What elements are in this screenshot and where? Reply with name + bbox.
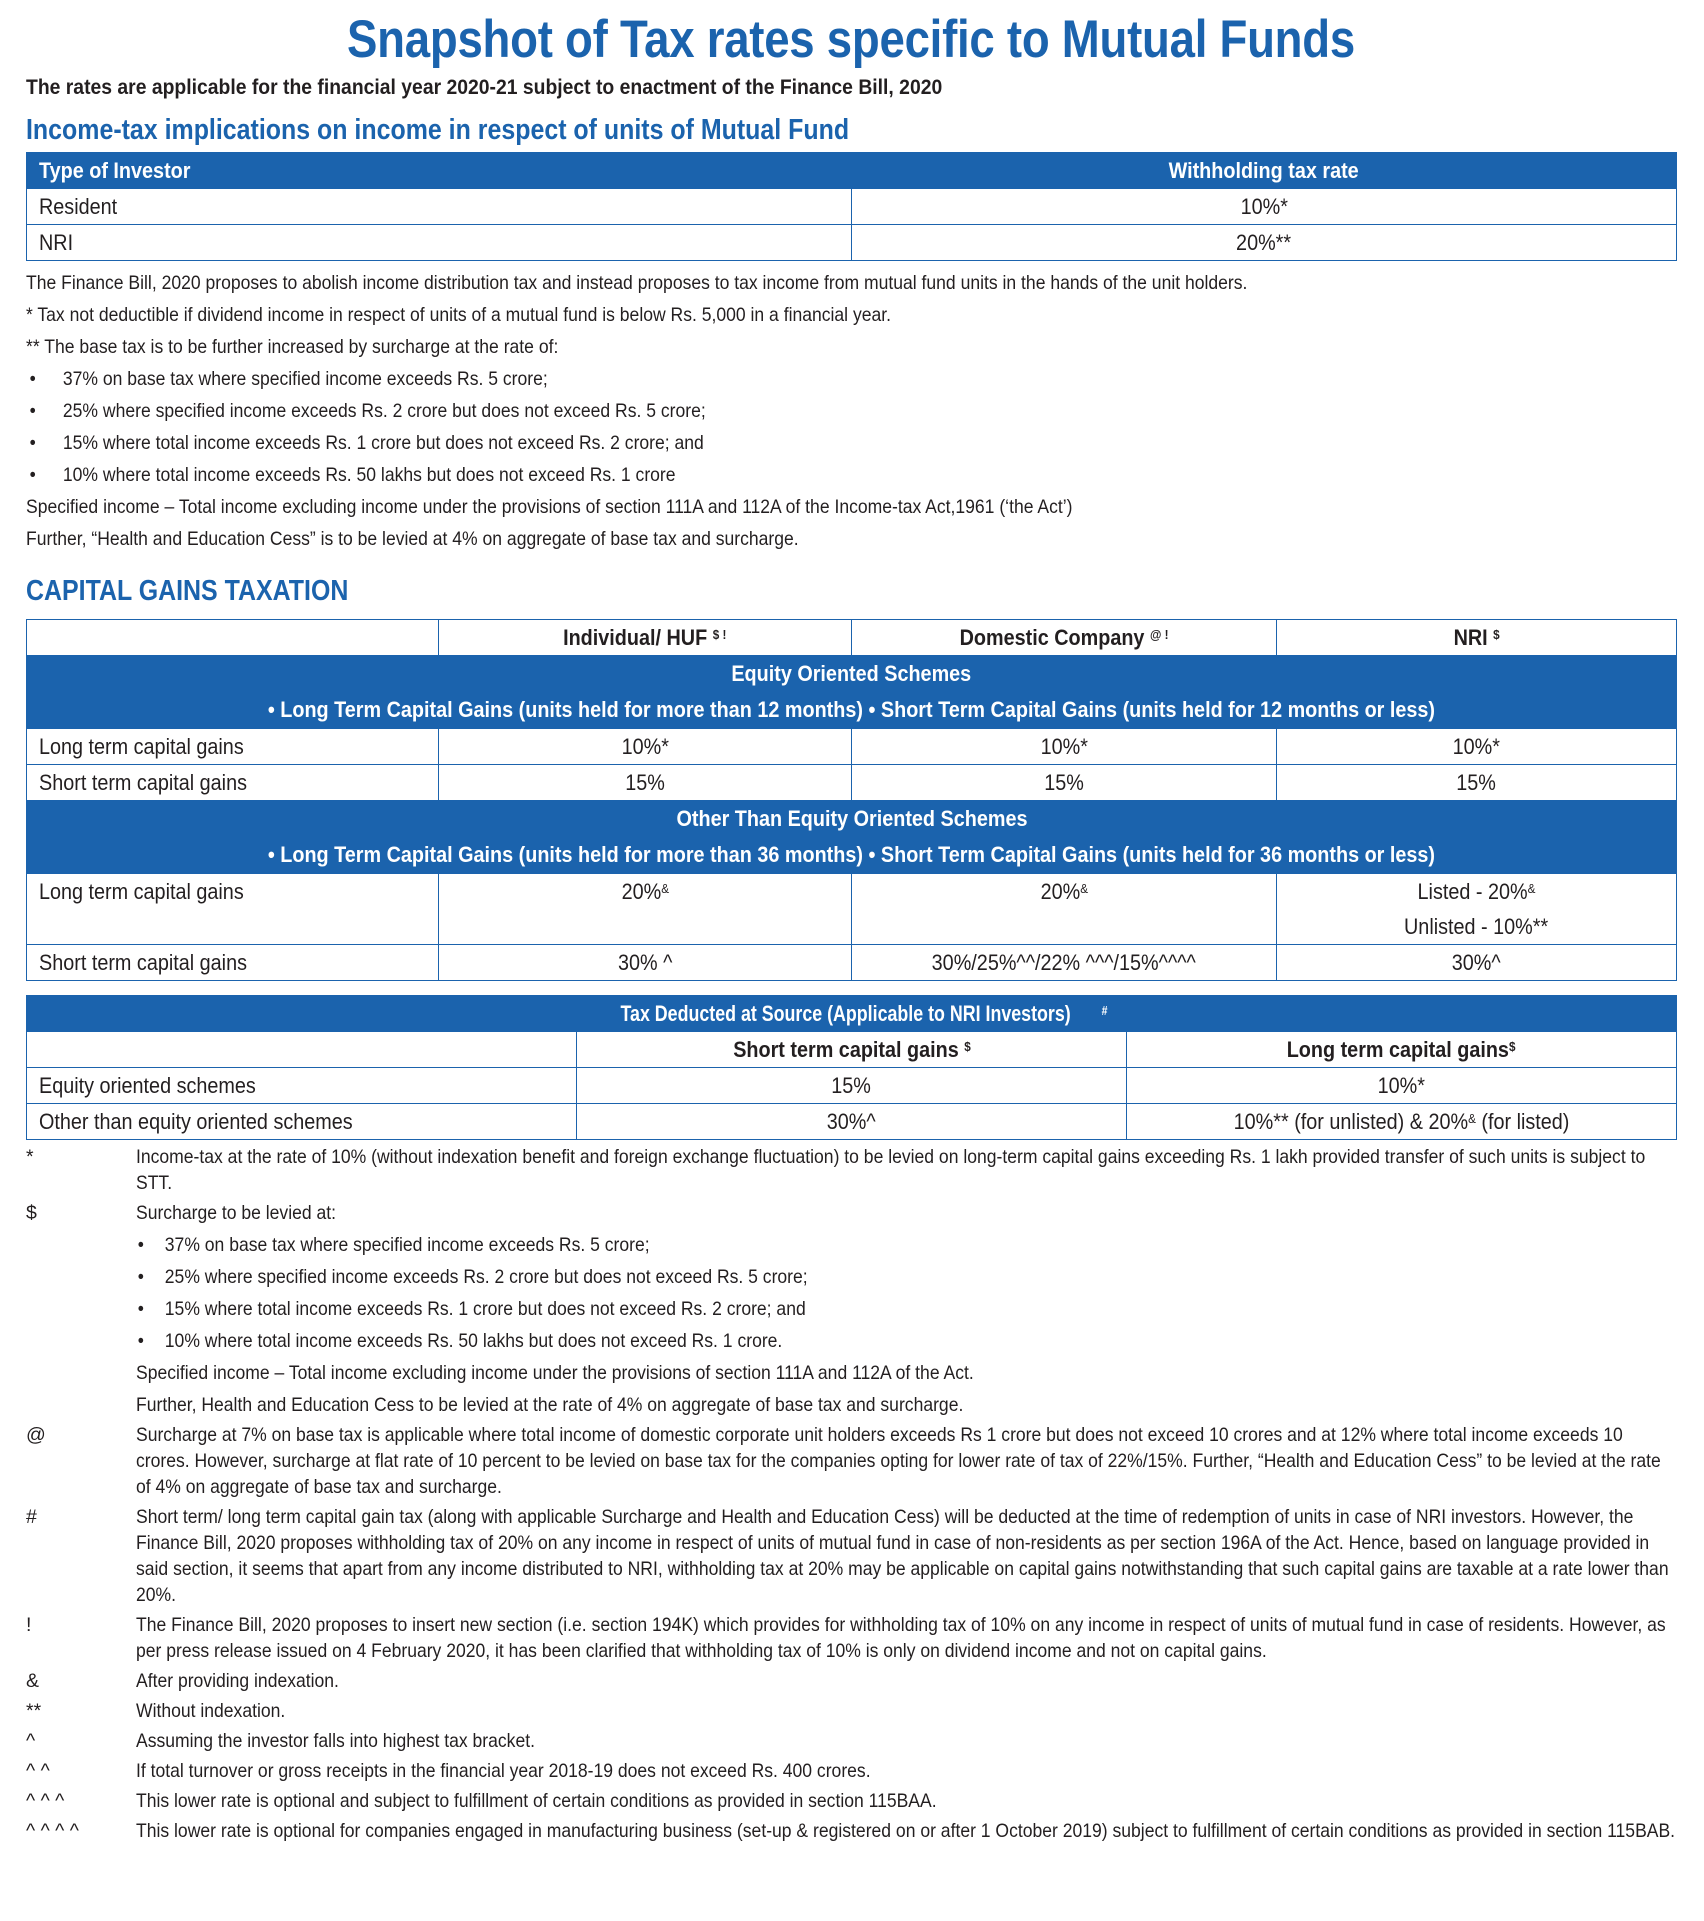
income-notes xyxy=(26,267,1676,555)
footnote xyxy=(26,1818,1676,1844)
footnote-text: Surcharge at 7% on base tax is applicable where total income of domestic corporate unit holders exceeds Rs 1 crore but does not exceed 10 crores and at 12% where total income exceeds 10 crores. However, surcharge at flat rate of 10 percent to be levied on base tax for the companies opting for lower rate of tax of 22%/15%. Further, “Health and Education Cess” to be levied at the rate of 4% on aggregate of base tax and surcharge. xyxy=(136,1424,1661,1498)
column-header-nri: NRI $ xyxy=(1277,620,1677,656)
table-row xyxy=(27,729,1677,765)
footnote xyxy=(26,1668,1676,1694)
column-header-individual: Individual/ HUF $ ! xyxy=(439,620,852,656)
capital-gains-heading: CAPITAL GAINS TAXATION xyxy=(26,575,349,607)
rate-cell: 15% xyxy=(1277,765,1677,801)
note-line: Further, “Health and Education Cess” is to be levied at 4% on aggregate of base tax and surcharge. xyxy=(26,528,799,550)
footnote-symbol: & xyxy=(26,1670,40,1692)
rate-cell: 10%* xyxy=(852,729,1277,765)
footnote-symbol: @ xyxy=(26,1424,46,1446)
bullet-item: • 10% where total income exceeds Rs. 50 lakhs but does not exceed Rs. 1 crore xyxy=(29,464,676,486)
equity-band-title: Equity Oriented Schemes xyxy=(27,656,1677,693)
footnote xyxy=(26,1758,1676,1784)
column-header-investor: Type of Investor xyxy=(27,153,852,189)
investor-type: NRI xyxy=(27,225,852,261)
rate-cell: 10%* xyxy=(1127,1068,1677,1104)
footnote-text: This lower rate is optional and subject to fulfillment of certain conditions as provided in section 115BAA. xyxy=(136,1790,937,1812)
row-label: Short term capital gains xyxy=(27,945,439,981)
rate-cell: 15% xyxy=(852,765,1277,801)
footnote-text: Income-tax at the rate of 10% (without indexation benefit and foreign exchange fluctuation) to be levied on long-term capital gains exceeding Rs. 1 lakh provided transfer of such units is subject to STT. xyxy=(136,1146,1646,1194)
footnote-symbol: ** xyxy=(26,1700,42,1722)
footnote xyxy=(26,1612,1676,1664)
footnote xyxy=(26,1504,1676,1608)
footnote-symbol: ^ ^ ^ xyxy=(26,1790,65,1812)
page-subtitle: The rates are applicable for the financial year 2020-21 subject to enactment of the Finance Bill, 2020 xyxy=(26,75,943,99)
table-row xyxy=(27,1068,1677,1104)
tds-title: Tax Deducted at Source (Applicable to NRI Investors) # xyxy=(27,996,1677,1032)
bullet-item: • 25% where specified income exceeds Rs. 2 crore but does not exceed Rs. 5 crore; xyxy=(137,1266,808,1288)
rate-cell: 30%/25%^^/22% ^^^/15%^^^^ xyxy=(852,945,1277,981)
rate-cell: 30%^ xyxy=(1277,945,1677,981)
footnote-text: The Finance Bill, 2020 proposes to insert new section (i.e. section 194K) which provides for withholding tax of 10% on any income in respect of units of mutual fund in case of residents. However, as per press release issued on 4 February 2020, it has been clarified that withholding tax of 10% is only on dividend income and not on capital gains. xyxy=(136,1614,1666,1662)
bullet-item: • 15% where total income exceeds Rs. 1 crore but does not exceed Rs. 2 crore; and xyxy=(137,1298,806,1320)
footnote xyxy=(26,1698,1676,1724)
page xyxy=(26,0,1676,1848)
capital-gains-table xyxy=(26,619,1677,981)
withholding-rate: 20%** xyxy=(852,225,1677,261)
empty-header-cell xyxy=(27,620,439,656)
rate-cell: 15% xyxy=(577,1068,1127,1104)
note-line: Further, Health and Education Cess to be levied at the rate of 4% on aggregate of base tax and surcharge. xyxy=(136,1394,964,1416)
footnote-symbol: # xyxy=(26,1506,37,1528)
tds-table xyxy=(26,995,1677,1140)
bullet-item: • 25% where specified income exceeds Rs. 2 crore but does not exceed Rs. 5 crore; xyxy=(29,400,706,422)
footnote-text: Without indexation. xyxy=(136,1700,286,1722)
footnote-text: Short term/ long term capital gain tax (along with applicable Surcharge and Health and Education Cess) will be deducted at the time of redemption of units in case of NRI investors. However, the Finance Bill, 2020 proposes withholding tax of 20% on any income in respect of units of mutual fund in case of non-residents as per section 196A of the Act. Hence, based on language provided in said section, it seems that apart from any income distributed to NRI, withholding tax at 20% may be applicable on capital gains notwithstanding that such capital gains are taxable at a rate lower than 20%. xyxy=(136,1506,1669,1606)
note-line: ** The base tax is to be further increased by surcharge at the rate of: xyxy=(26,336,559,358)
table-row xyxy=(27,225,1677,261)
income-section-heading: Income-tax implications on income in respect of units of Mutual Fund xyxy=(26,114,850,146)
footnote-symbol: * xyxy=(26,1146,34,1168)
footnote-symbol: ! xyxy=(26,1614,32,1636)
row-label: Short term capital gains xyxy=(27,765,439,801)
rate-cell: 20%& xyxy=(439,874,852,945)
footnote xyxy=(26,1728,1676,1754)
table-header-row xyxy=(27,620,1677,656)
row-label: Other than equity oriented schemes xyxy=(27,1104,577,1140)
table-row xyxy=(27,874,1677,945)
rate-cell: 10%* xyxy=(1277,729,1677,765)
row-label: Long term capital gains xyxy=(27,874,439,945)
bullet-item: • 10% where total income exceeds Rs. 50 lakhs but does not exceed Rs. 1 crore. xyxy=(137,1330,783,1352)
rate-cell: 30%^ xyxy=(577,1104,1127,1140)
table-row xyxy=(27,189,1677,225)
tds-title-row xyxy=(27,996,1677,1032)
page-title: Snapshot of Tax rates specific to Mutual Funds xyxy=(347,10,1355,69)
equity-band-subtitle: • Long Term Capital Gains (units held for more than 12 months) • Short Term Capital Gains (units held for 12 months or less) xyxy=(27,692,1677,729)
column-header-domestic-company: Domestic Company @ ! xyxy=(852,620,1277,656)
column-header-short-term: Short term capital gains $ xyxy=(577,1032,1127,1068)
row-label: Equity oriented schemes xyxy=(27,1068,577,1104)
withholding-rate: 10%* xyxy=(852,189,1677,225)
table-row xyxy=(27,945,1677,981)
bullet-item: • 37% on base tax where specified income exceeds Rs. 5 crore; xyxy=(137,1234,650,1256)
rate-cell: 30% ^ xyxy=(439,945,852,981)
column-header-long-term: Long term capital gains$ xyxy=(1127,1032,1677,1068)
note-line: Specified income – Total income excluding income under the provisions of section 111A and 112A of the Act. xyxy=(136,1362,974,1384)
footnote-text: This lower rate is optional for companies engaged in manufacturing business (set-up & registered on or after 1 October 2019) subject to fulfillment of certain conditions as provided in section 115BAB. xyxy=(136,1820,1676,1842)
footnote xyxy=(26,1422,1676,1500)
footnote-symbol: ^ ^ ^ ^ xyxy=(26,1820,79,1842)
footnote-text: If total turnover or gross receipts in the financial year 2018-19 does not exceed Rs. 400 crores. xyxy=(136,1760,871,1782)
footnote xyxy=(26,1144,1676,1196)
investor-type: Resident xyxy=(27,189,852,225)
table-row xyxy=(27,765,1677,801)
rate-cell: 10%** (for unlisted) & 20%& (for listed) xyxy=(1127,1104,1677,1140)
column-header-withholding: Withholding tax rate xyxy=(852,153,1677,189)
bullet-item: • 37% on base tax where specified income exceeds Rs. 5 crore; xyxy=(29,368,548,390)
note-line: * Tax not deductible if dividend income in respect of units of a mutual fund is below Rs. 5,000 in a financial year. xyxy=(26,304,892,326)
footnote-symbol: ^ xyxy=(26,1730,36,1752)
footnote-text: After providing indexation. xyxy=(136,1670,339,1692)
other-band-title: Other Than Equity Oriented Schemes xyxy=(27,801,1677,838)
withholding-tax-table xyxy=(26,152,1677,261)
table-row xyxy=(27,1104,1677,1140)
empty-header-cell xyxy=(27,1032,577,1068)
footnote xyxy=(26,1788,1676,1814)
table-header-row xyxy=(27,1032,1677,1068)
rate-cell: 20%& xyxy=(852,874,1277,945)
bullet-item: • 15% where total income exceeds Rs. 1 crore but does not exceed Rs. 2 crore; and xyxy=(29,432,704,454)
rate-cell: 10%* xyxy=(439,729,852,765)
footnote xyxy=(26,1200,1676,1418)
other-band-subtitle: • Long Term Capital Gains (units held for more than 36 months) • Short Term Capital Gains (units held for 36 months or less) xyxy=(27,837,1677,874)
footnote-text: Assuming the investor falls into highest tax bracket. xyxy=(136,1730,535,1752)
rate-cell: Listed - 20%& Unlisted - 10%** xyxy=(1277,874,1677,945)
row-label: Long term capital gains xyxy=(27,729,439,765)
footnote-symbol: $ xyxy=(26,1202,37,1224)
note-line: Specified income – Total income excluding income under the provisions of section 111A and 112A of the Income-tax Act,1961 (‘the Act’) xyxy=(26,496,1073,518)
note-line: The Finance Bill, 2020 proposes to abolish income distribution tax and instead proposes to tax income from mutual fund units in the hands of the unit holders. xyxy=(26,272,1248,294)
footnote-symbol: ^ ^ xyxy=(26,1760,50,1782)
footnotes xyxy=(26,1144,1676,1844)
footnote-text: Surcharge to be levied at: • 37% on base tax where specified income exceeds Rs. 5 crore; • 25% where specified income exceeds Rs. 2 crore but does not exceed Rs. 5 crore; • 15% where total income exceeds Rs. 1 crore but does not exceed Rs. 2 crore; and • 10% where total income exceeds Rs. 50 lakhs but does not exceed Rs. 1 crore. Specified income – Total income excluding income under the provisions of section 111A and 112A of the Act. Further, Health and Education Cess to be levied at the rate of 4% on aggregate of base tax and surcharge. xyxy=(136,1200,1676,1418)
rate-cell: 15% xyxy=(439,765,852,801)
table-header-row xyxy=(27,153,1677,189)
